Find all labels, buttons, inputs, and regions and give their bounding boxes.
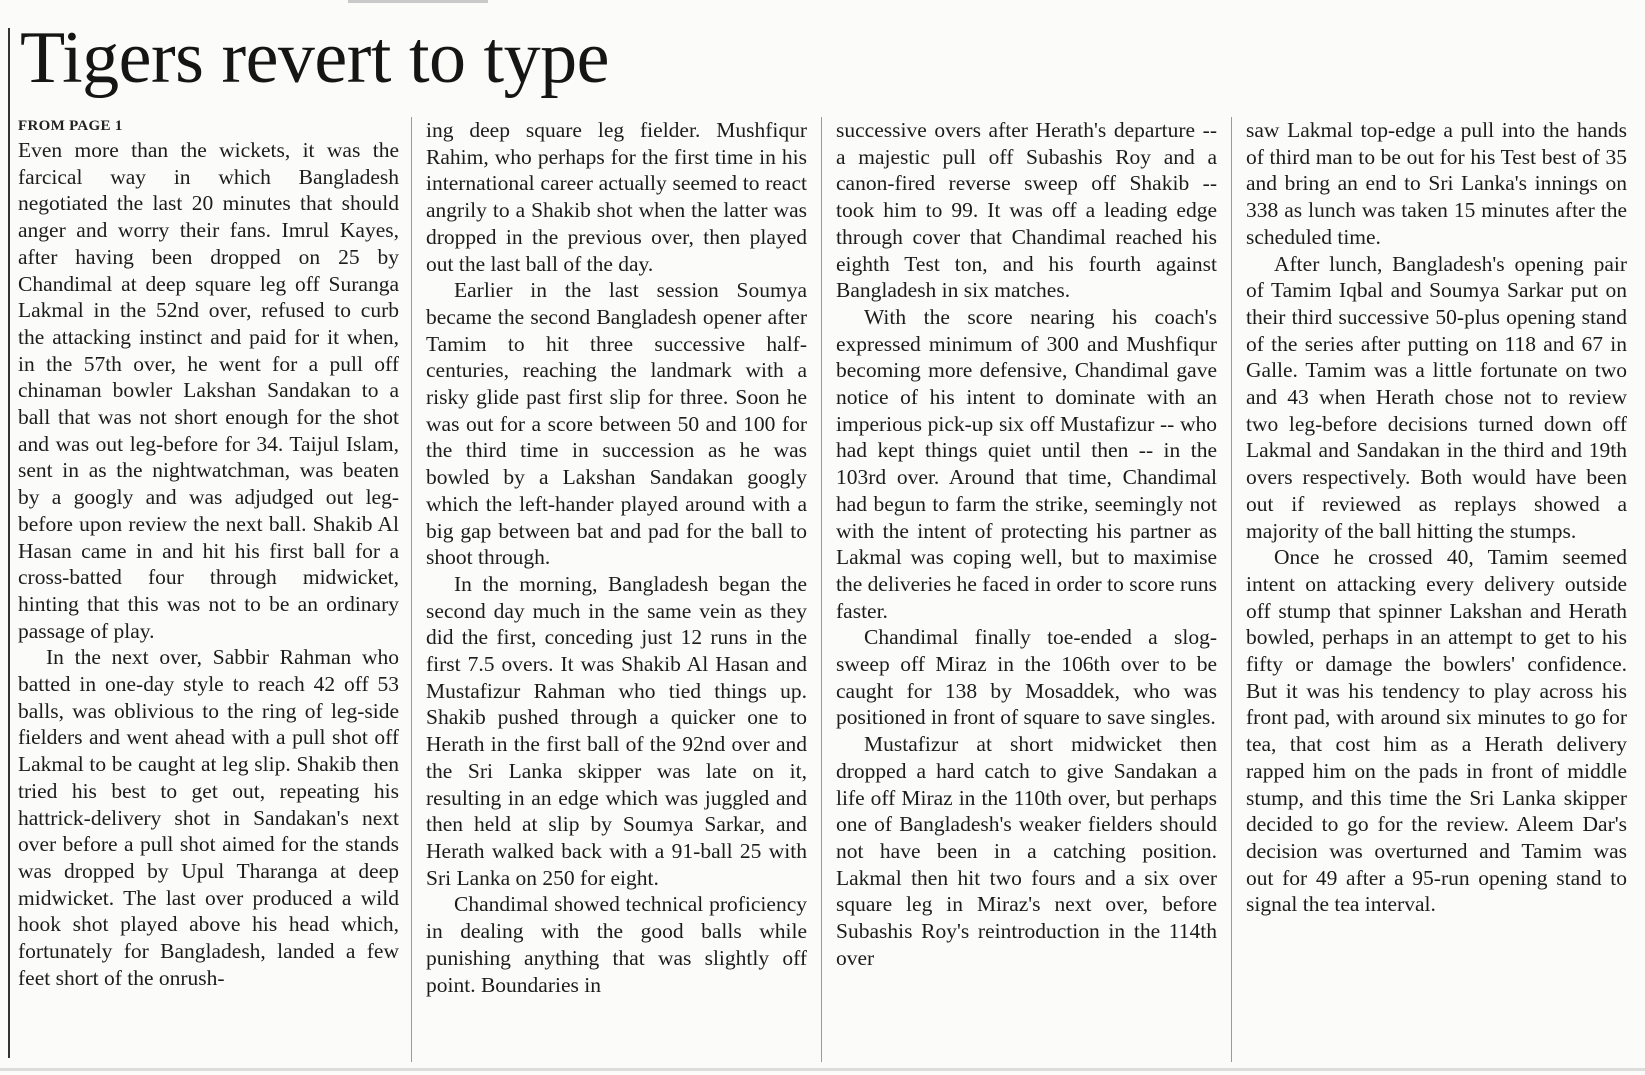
paragraph: In the morning, Bangladesh began the second day much in the same vein as they did the first, conceding just 12 runs in the first 7.5 overs. It was Shakib Al Hasan and Mustafizur Rahman who tied things up. Shakib pushed through a quicker one to Herath in the first ball of the 92nd over and the Sri Lanka skipper was late on it, resulting in an edge which was juggled and then held at slip by Soumya Sarkar, and Herath walked back with a 91-ball 25 with Sri Lanka on 250 for eight. <box>426 571 807 890</box>
paragraph: Once he crossed 40, Tamim seemed intent on attacking every delivery outside off stump that spinner Lakshan and Herath bowled, perhaps in an attempt to get to his fifty or damage the bowlers' confidence. But it was his tendency to play across his front pad, with around six minutes to go for tea, that cost him as a Herath delivery rapped him on the pads in front of middle stump, and this time the Sri Lanka skipper decided to go for the review. Aleem Dar's decision was overturned and Tamim was out for 49 after a 95-run opening stand to signal the tea interval. <box>1246 545 1627 917</box>
paragraph: In the next over, Sabbir Rahman who batted in one-day style to reach 42 off 53 balls, was oblivious to the ring of leg-side fielders and went ahead with a pull shot off Lakmal to be caught at leg slip. Shakib then tried his best to get out, repeating his hattrick-delivery shot in Sandakan's next over before a pull shot aimed for the stands was dropped by Upul Tharanga at deep midwicket. The last over produced a wild hook shot played above his head which, fortunately for Bangladesh, landed a few feet short of the onrush- <box>18 645 399 990</box>
paragraph: Chandimal finally toe-ended a slog-sweep off Miraz in the 106th over to be caught for 138 by Mosaddek, who was positioned in front of square to save singles. <box>836 625 1217 730</box>
paragraph: saw Lakmal top-edge a pull into the hands of third man to be out for his Test best of 35 and bring an end to Sri Lanka's innings on 338 as lunch was taken 15 minutes after the scheduled time. <box>1246 118 1627 249</box>
bottom-page-rule <box>0 1068 1645 1071</box>
column-divider <box>821 117 822 1062</box>
paragraph: successive overs after Herath's departure -- a majestic pull off Subashis Roy and a canon-fired reverse sweep off Shakib -- took him to 99. It was off a leading edge through cover that Chandimal reached his eighth Test ton, and his fourth against Bangladesh in six matches. <box>836 118 1217 303</box>
paragraph: After lunch, Bangladesh's opening pair of Tamim Iqbal and Soumya Sarkar put on their third successive 50-plus opening stand of the series after putting on 118 and 67 in Galle. Tamim was a little fortunate on two and 43 when Herath chose not to review two leg-before decisions turned down off Lakmal and Sandakan in the third and 19th overs respectively. Both would have been out if reviewed as replays showed a majority of the ball hitting the stumps. <box>1246 251 1627 543</box>
paragraph: ing deep square leg fielder. Mushfiqur Rahim, who perhaps for the first time in his international career actually seemed to react angrily to a Shakib shot when the latter was dropped in the previous over, then played out the last ball of the day. <box>426 118 807 276</box>
left-margin-rule <box>8 28 10 1058</box>
paragraph: Even more than the wickets, it was the farcical way in which Bangladesh negotiated the last 20 minutes that should anger and worry their fans. Imrul Kayes, after having been dropped on 25 by Chandimal at deep square leg off Suranga Lakmal in the 52nd over, refused to curb the attacking instinct and paid for it when, in the 57th over, he went for a pull off chinaman bowler Lakshan Sandakan to a ball that was not short enough for the shot and was out leg-before for 34. Taijul Islam, sent in as the nightwatchman, was beaten by a googly and was adjudged out leg-before upon review the next ball. Shakib Al Hasan came in and hit his first ball for a cross-batted four through midwicket, hinting that this was not to be an ordinary passage of play. <box>18 138 399 643</box>
column-divider <box>411 117 412 1062</box>
paragraph: Mustafizur at short midwicket then dropped a hard catch to give Sandakan a life off Miraz in the 110th over, but perhaps one of Bangladesh's weaker fielders should not have been in a catching position. Lakmal then hit two fours and a six over square leg in Miraz's next over, before Subashis Roy's reintroduction in the 114th over <box>836 732 1217 970</box>
article-column-2 <box>426 117 807 1062</box>
article-column-4 <box>1246 117 1627 1062</box>
dateline: FROM PAGE 1 <box>18 118 123 134</box>
article-column-1 <box>18 117 399 1062</box>
paragraph: Earlier in the last session Soumya became the second Bangladesh opener after Tamim to hit three successive half-centuries, reaching the landmark with a risky glide past first slip for three. Soon he was out for a score between 50 and 100 for the third time in succession as he was bowled by a Lakshan Sandakan googly which the left-hander played around with a big gap between bat and pad for the ball to shoot through. <box>426 278 807 570</box>
column-divider <box>1231 117 1232 1062</box>
paragraph: Chandimal showed technical proficiency in dealing with the good balls while punishing anything that was slightly off point. Boundaries in <box>426 892 807 997</box>
article-column-3 <box>836 117 1217 1062</box>
headline: Tigers revert to type <box>20 17 609 99</box>
top-page-rule <box>348 0 488 3</box>
paragraph: With the score nearing his coach's expressed minimum of 300 and Mushfiqur becoming more defensive, Chandimal gave notice of his intent to dominate with an imperious pick-up six off Mustafizur -- who had kept things quiet until then -- in the 103rd over. Around that time, Chandimal had begun to farm the strike, seemingly not with the intent of protecting his partner as Lakmal was coping well, but to maximise the deliveries he faced in order to score runs faster. <box>836 304 1217 623</box>
